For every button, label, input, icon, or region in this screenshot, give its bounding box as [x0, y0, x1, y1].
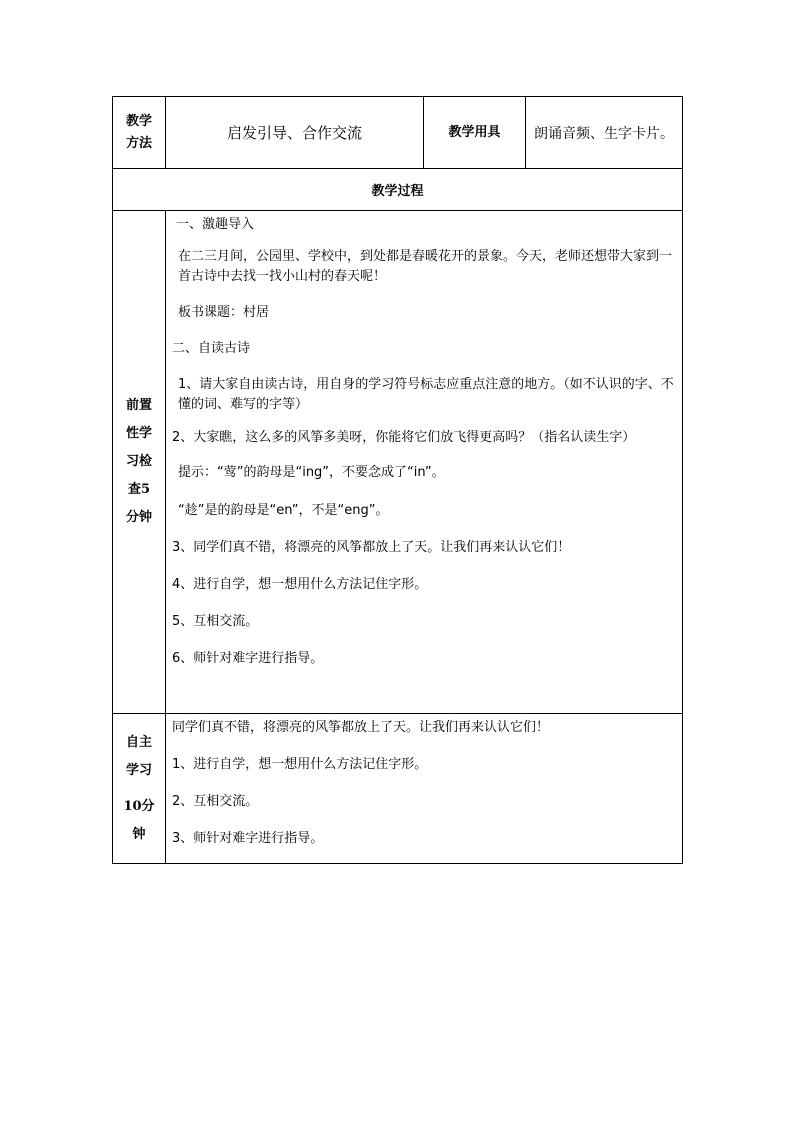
s1-line: 1、请大家自由读古诗，用自身的学习符号标志应重点注意的地方。（如不认识的字、不懂的词、难写的字等）	[178, 377, 674, 412]
s2-line: 2、互相交流。	[172, 794, 259, 809]
section2-label	[113, 714, 166, 864]
section2-content	[166, 714, 683, 864]
s1-line: 3、同学们真不错，将漂亮的风筝都放上了天。让我们再来认认它们！	[172, 540, 571, 555]
section1-row	[113, 211, 683, 714]
method-value: 启发引导、合作交流	[166, 97, 424, 169]
s1-line: 板书课题：村居	[178, 305, 270, 320]
section1-label: 前置 性学 习检 查5 分钟	[113, 211, 166, 714]
s1-line: 4、进行自学，想一想用什么方法记住字形。	[172, 577, 428, 592]
method-row	[113, 97, 683, 169]
s1-line: 2、大家瞧，这么多的风筝多美呀，你能将它们放飞得更高吗？（指名认读生字）	[172, 430, 636, 445]
method-label: 教学 方法	[113, 97, 166, 169]
section1-content	[166, 211, 683, 714]
s1-line: 一、激趣导入	[176, 217, 255, 232]
s1-line: 在二三月间，公园里、学校中，到处都是春暖花开的景象。今天，老师还想带大家到一首古诗中去找一找小山村的春天呢！	[178, 249, 673, 284]
process-header: 教学过程	[113, 169, 683, 211]
s1-line: 6、师针对难字进行指导。	[172, 651, 324, 666]
s1-line: “趁”是的韵母是“en”，不是“eng”。	[178, 503, 389, 518]
s2-line: 3、师针对难字进行指导。	[172, 831, 324, 846]
s2-line: 1、进行自学，想一想用什么方法记住字形。	[172, 757, 428, 772]
tools-value: 朗诵音频、生字卡片。	[526, 97, 683, 169]
s2-line: 同学们真不错，将漂亮的风筝都放上了天。让我们再来认认它们！	[172, 720, 550, 735]
s1-line: 5、互相交流。	[172, 614, 259, 629]
lesson-plan-table	[112, 96, 683, 864]
section2-time: 10分 钟	[123, 798, 155, 842]
section2-row	[113, 714, 683, 864]
section2-title: 自主 学习	[125, 734, 152, 778]
tools-label: 教学用具	[424, 97, 526, 169]
s1-line: 提示：“莺”的韵母是“ing”，不要念成了“in”。	[178, 465, 445, 480]
process-header-row	[113, 169, 683, 211]
s1-line: 二、自读古诗	[172, 341, 251, 356]
